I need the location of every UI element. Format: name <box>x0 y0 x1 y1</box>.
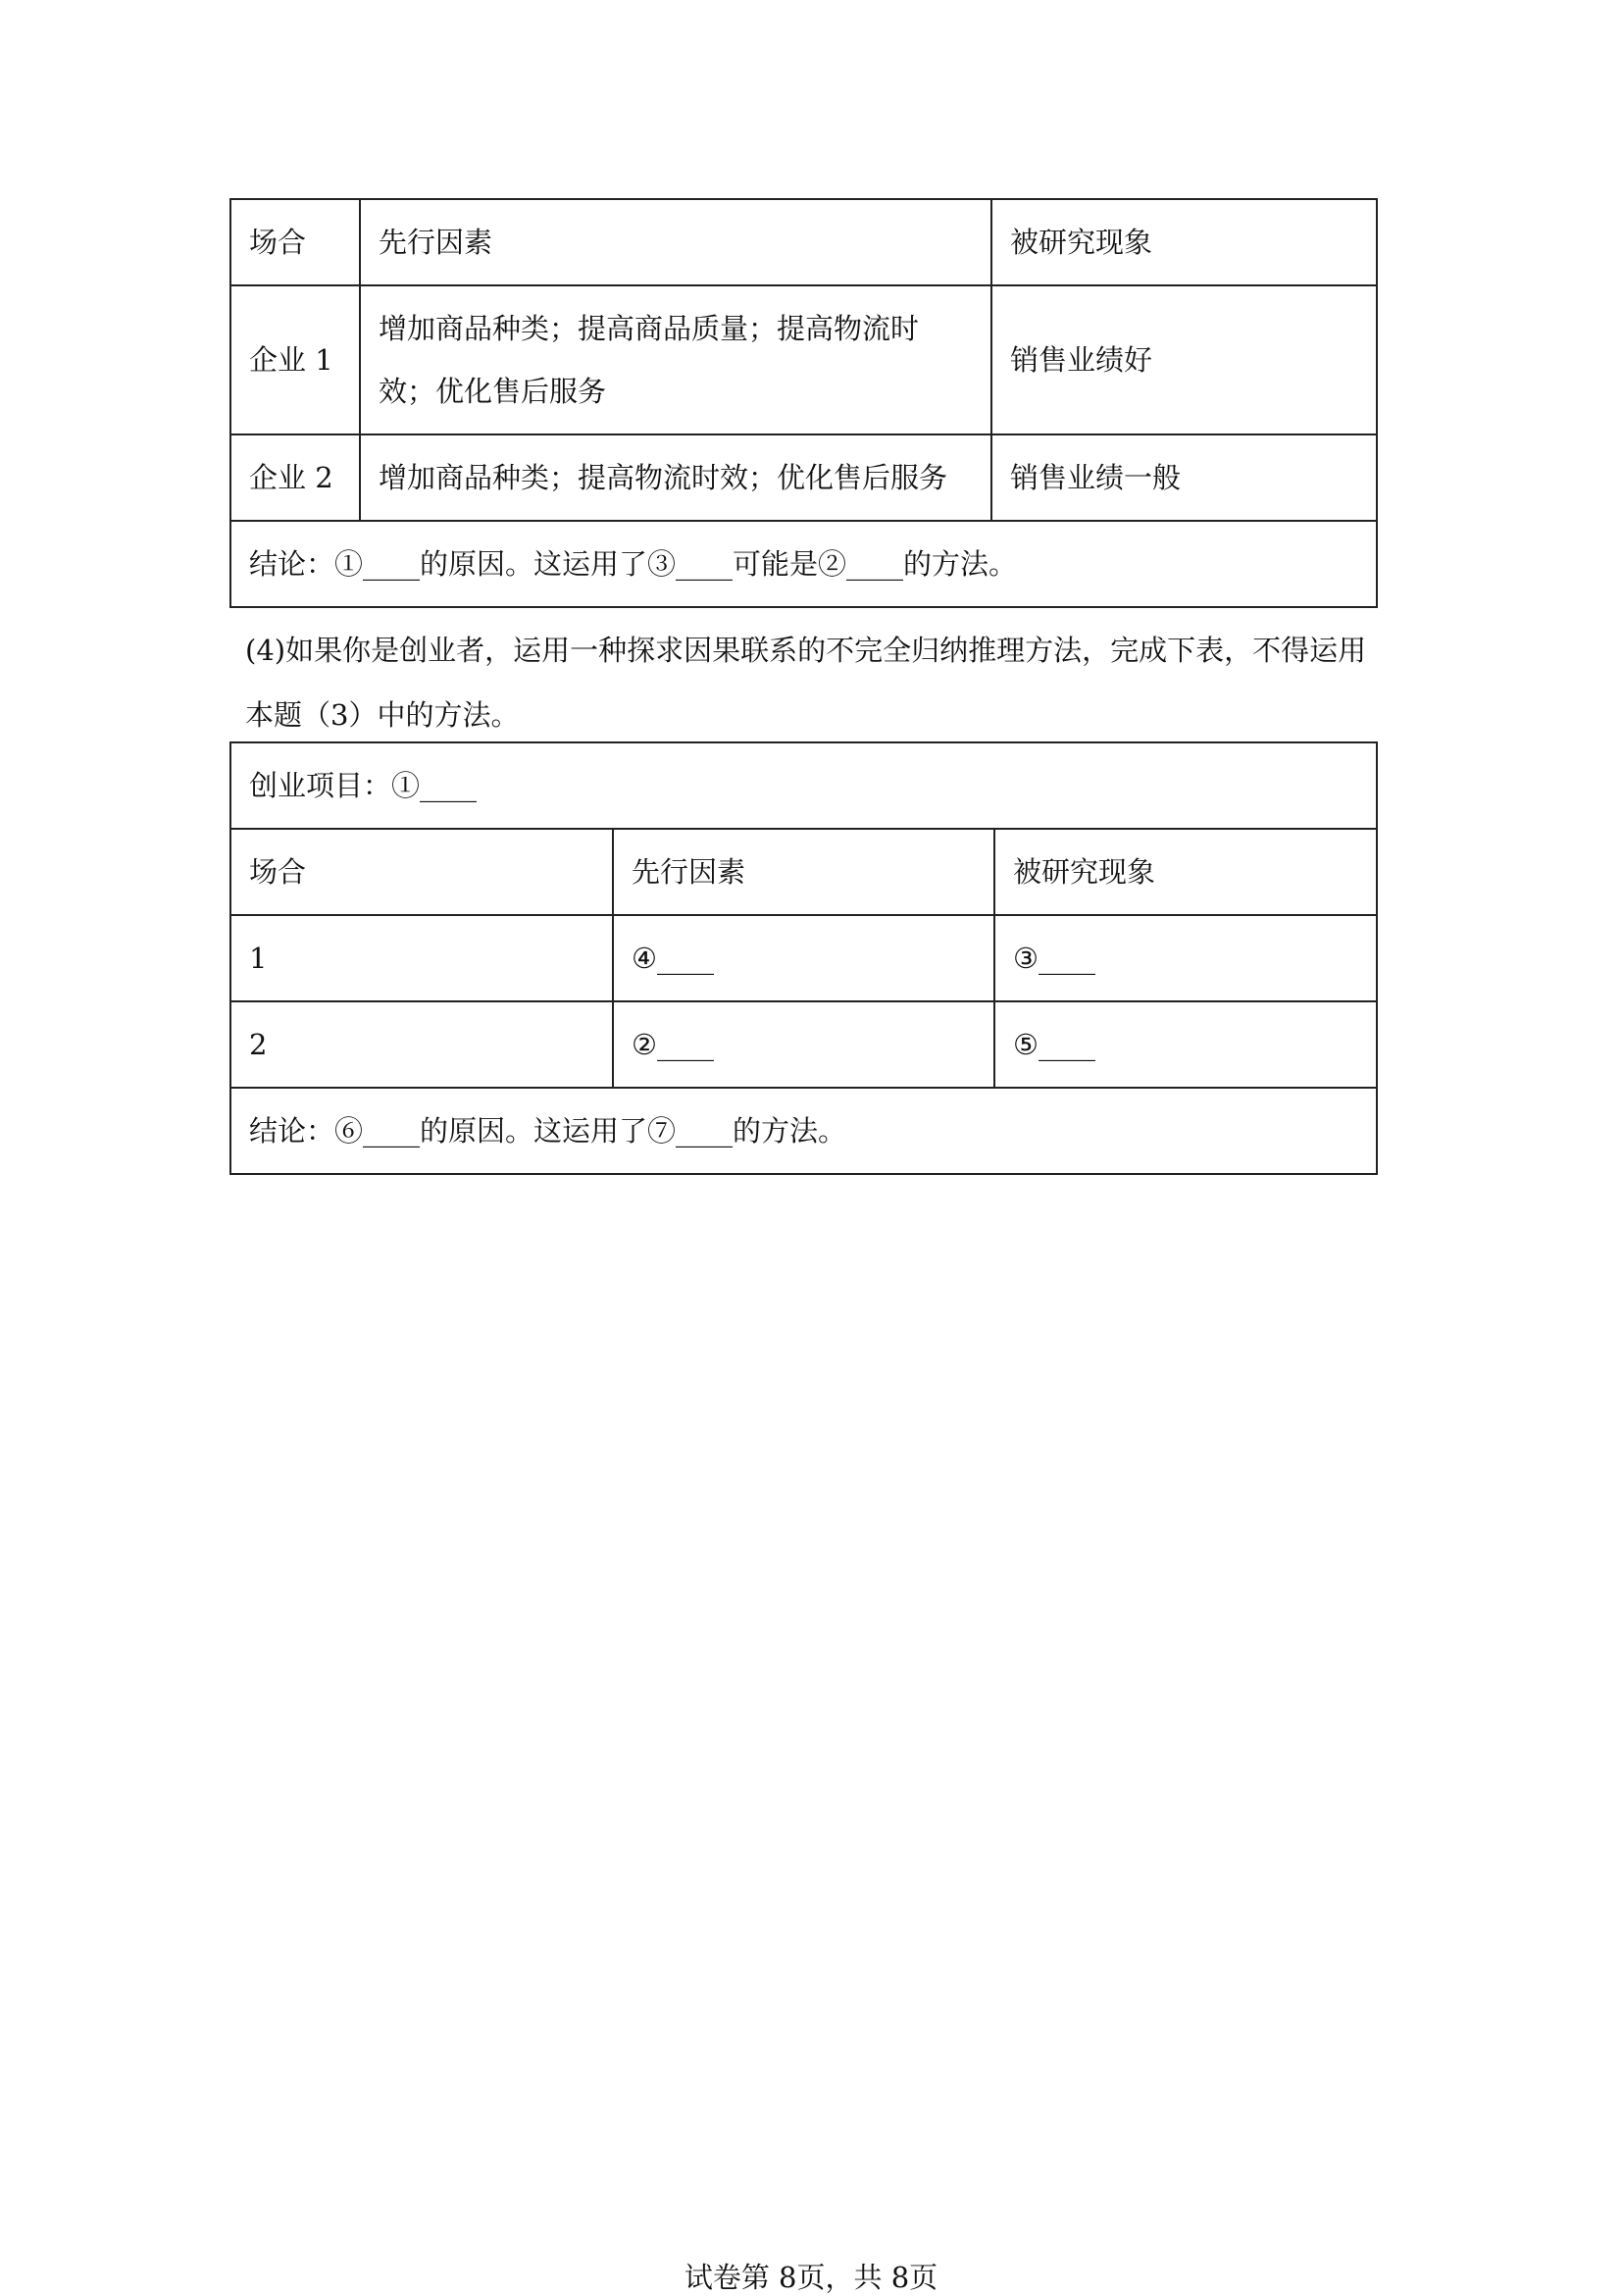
page-footer: 试卷第 8页，共 8页 <box>684 2261 938 2294</box>
row-occasion: 1 <box>230 915 613 1001</box>
row-occasion: 企业 2 <box>230 434 360 521</box>
question-text: (4)如果你是创业者，运用一种探求因果联系的不完全归纳推理方法，完成下表，不得运用本题（3）中的方法。 <box>245 634 1367 732</box>
conclusion-text: 结论：⑥____的原因。这运用了⑦____的方法。 <box>230 1088 1377 1174</box>
header-phenomenon: 被研究现象 <box>994 829 1377 915</box>
row-phenomenon: 销售业绩好 <box>991 285 1377 434</box>
table-row <box>230 285 1377 434</box>
conclusion-row <box>230 521 1377 607</box>
row-factors: ②____ <box>613 1001 994 1088</box>
header-occasion: 场合 <box>230 199 360 285</box>
header-occasion: 场合 <box>230 829 613 915</box>
row-factors: ④____ <box>613 915 994 1001</box>
causal-analysis-table <box>229 198 1378 608</box>
row-phenomenon: ③____ <box>994 915 1377 1001</box>
table-header-row <box>230 199 1377 285</box>
startup-table <box>229 741 1378 1175</box>
row-factors: 增加商品种类；提高物流时效；优化售后服务 <box>360 434 991 521</box>
conclusion-row <box>230 1088 1377 1174</box>
conclusion-text: 结论：①____的原因。这运用了③____可能是②____的方法。 <box>230 521 1377 607</box>
table-row <box>230 915 1377 1001</box>
row-occasion: 企业 1 <box>230 285 360 434</box>
project-row <box>230 742 1377 829</box>
row-occasion: 2 <box>230 1001 613 1088</box>
table-row <box>230 434 1377 521</box>
project-label: 创业项目：①____ <box>230 742 1377 829</box>
row-factors: 增加商品种类；提高商品质量；提高物流时效；优化售后服务 <box>360 285 991 434</box>
table-header-row <box>230 829 1377 915</box>
header-prior-factors: 先行因素 <box>613 829 994 915</box>
row-phenomenon: 销售业绩一般 <box>991 434 1377 521</box>
row-phenomenon: ⑤____ <box>994 1001 1377 1088</box>
header-phenomenon: 被研究现象 <box>991 199 1377 285</box>
header-prior-factors: 先行因素 <box>360 199 991 285</box>
table-row <box>230 1001 1377 1088</box>
